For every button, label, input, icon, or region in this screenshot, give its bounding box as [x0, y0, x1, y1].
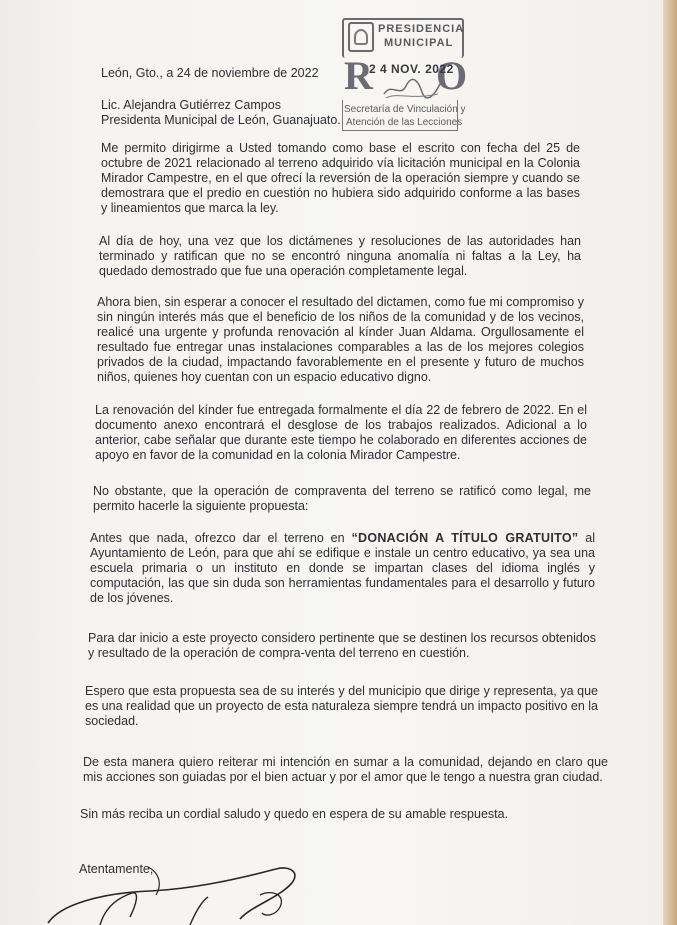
paragraph-10: Sin más reciba un cordial saludo y quedo en espera de su amable respuesta.	[80, 807, 509, 821]
desk-edge	[663, 0, 677, 925]
recipient-title: Presidenta Municipal de León, Guanajuato.	[101, 113, 341, 127]
stamp-received-end-letter: O	[436, 53, 468, 98]
closing-text: Atentamente,	[79, 862, 154, 876]
paragraph-1: Me permito dirigirme a Usted tomando como base el escrito con fecha del 25 de octubre de 2021 relacionado al terreno adquirido vía licitación municipal en la Colonia Mirador Campestre, en el que ofrecí la reversión de la operación siempre y cuando se demostrara que el predio en cuestión no hubiera sido adquirido conforme a las bases y lineamientos que marca la ley.	[101, 141, 580, 215]
paragraph-3: Ahora bien, sin esperar a conocer el resultado del dictamen, como fue mi compromiso y sin ningún interés más que el beneficio de los niños de la comunidad y de los vecinos, realicé una urgente y profunda renovación al kínder Juan Aldama. Orgullosamente el resultado fue entregar unas instalaciones comparables a las de los mejores colegios privados de la ciudad, impactando favorablemente en el presente y futuro de muchos niños, quienes hoy cuentan con un espacio educativo digno.	[97, 295, 584, 384]
stamp-received-letter: R	[344, 53, 373, 98]
paragraph-5: No obstante, que la operación de compraventa del terreno se ratificó como legal, me permito hacerle la siguiente propuesta:	[93, 484, 591, 513]
paragraph-7: Para dar inicio a este proyecto considero pertinente que se destinen los recursos obtenidos y resultado de la operación de compra-venta del terreno en cuestión.	[88, 631, 596, 660]
stamp-date: 2 4 NOV. 2022	[369, 62, 454, 76]
paragraph-proposal	[90, 531, 595, 606]
paragraph-2: Al día de hoy, una vez que los dictámenes y resoluciones de las autoridades han terminado y ratifican que no se encontró ninguna anomalía ni faltas a la Ley, ha quedado demostrado que fue una operación completamente legal.	[99, 234, 581, 278]
proposal-intro: Antes que nada, ofrezco dar el terreno en	[90, 531, 352, 545]
recipient-name: Lic. Alejandra Gutiérrez Campos	[101, 98, 281, 112]
municipal-seal-icon	[348, 22, 374, 52]
stamp-office-line-1: Secretaría de Vinculación y	[344, 104, 466, 115]
reception-stamp	[342, 18, 468, 130]
handwritten-signature	[40, 855, 340, 925]
proposal-donation: “DONACIÓN A TÍTULO GRATUITO”	[351, 531, 579, 545]
paragraph-9: De esta manera quiero reiterar mi intención en sumar a la comunidad, dejando en claro que mis acciones son guiadas por el bien actuar y por el amor que le tengo a nuestra gran ciudad.	[83, 755, 608, 784]
stamp-line-1: PRESIDENCIA	[378, 23, 465, 35]
place-date: León, Gto., a 24 de noviembre de 2022	[101, 66, 319, 80]
proposal-detail: al Ayuntamiento de León, para que ahí se edifique e instale un centro educativo, ya sea una escuela primaria o un instituto en donde se impartan clases del idioma inglés y computación, las que sin duda son herramientas fundamentales para el desarrollo y futuro de los jóvenes.	[90, 531, 596, 605]
paragraph-8: Espero que esta propuesta sea de su interés y del municipio que dirige y representa, ya que es una realidad que un proyecto de esta naturaleza siempre tendrá un impacto positivo en la sociedad.	[85, 684, 598, 728]
stamp-line-2: MUNICIPAL	[384, 37, 454, 49]
paragraph-4: La renovación del kínder fue entregada formalmente el día 22 de febrero de 2022. En el documento anexo encontrará el desglose de los trabajos realizados. Adicional a lo anterior, cabe señalar que durante este tiempo he colaborado en diferentes acciones de apoyo en favor de la comunidad en la colonia Mirador Campestre.	[95, 403, 587, 462]
stamp-handwritten-mark	[382, 78, 442, 100]
stamp-office-line-2: Atención de las Lecciones	[346, 117, 463, 128]
